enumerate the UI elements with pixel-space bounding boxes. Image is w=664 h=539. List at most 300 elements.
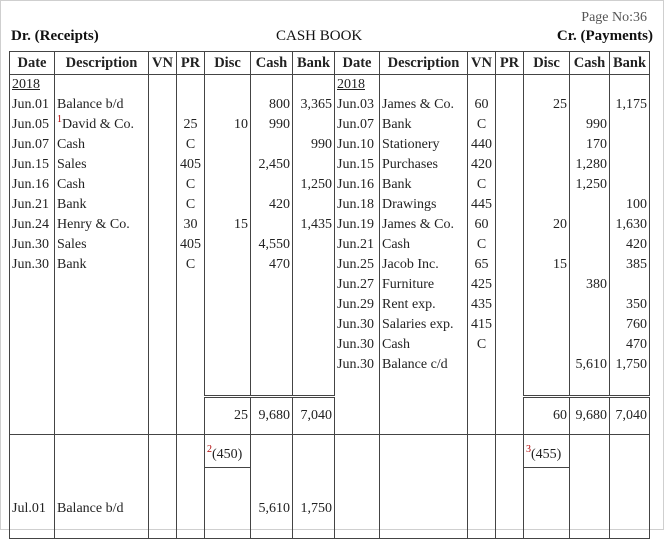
empty-cell [335, 375, 380, 397]
receipt-bank: 1,435 [293, 215, 335, 235]
bottom-row [10, 520, 650, 539]
payment-bank [610, 275, 650, 295]
empty-cell [570, 443, 610, 468]
receipt-description [55, 335, 149, 355]
payment-date: Jun.18 [335, 195, 380, 215]
total-right-disc: 60 [524, 397, 570, 435]
empty-cell [251, 520, 293, 539]
page-number: Page No:36 [581, 10, 647, 25]
receipt-pr [177, 355, 205, 375]
empty-cell [205, 75, 251, 96]
empty-cell [610, 443, 650, 468]
receipt-date [10, 355, 55, 375]
payment-pr [496, 215, 524, 235]
discount-note-right: $^3$(455) [524, 443, 570, 468]
receipt-description: Henry & Co. [55, 215, 149, 235]
payment-bank: 1,175 [610, 95, 650, 115]
receipt-description [55, 315, 149, 335]
payment-vn: C [468, 235, 496, 255]
payment-date: Jun.16 [335, 175, 380, 195]
receipt-cash: 4,550 [251, 235, 293, 255]
receipt-bank: 3,365 [293, 95, 335, 115]
empty-cell [496, 375, 524, 397]
payment-description: Bank [380, 115, 468, 135]
table-row [10, 215, 650, 235]
payment-bank [610, 175, 650, 195]
receipt-bank [293, 355, 335, 375]
payment-bank [610, 115, 650, 135]
empty-cell [205, 520, 251, 539]
payment-disc: 25 [524, 95, 570, 115]
empty-cell [177, 435, 205, 444]
empty-cell [293, 75, 335, 96]
payment-description: Purchases [380, 155, 468, 175]
empty-cell [496, 443, 524, 468]
receipt-disc [205, 335, 251, 355]
receipt-description: Bank [55, 195, 149, 215]
receipt-cash [251, 295, 293, 315]
empty-cell [293, 520, 335, 539]
payment-vn: 60 [468, 215, 496, 235]
payment-pr [496, 335, 524, 355]
footnote-marker: 2 [207, 444, 212, 455]
empty-cell [293, 375, 335, 397]
payment-description: Cash [380, 335, 468, 355]
payment-cash [570, 195, 610, 215]
closing-bank: 1,750 [293, 498, 335, 520]
receipt-date [10, 295, 55, 315]
empty-cell [205, 375, 251, 397]
empty-cell [380, 443, 468, 468]
payment-disc [524, 295, 570, 315]
payment-vn: C [468, 175, 496, 195]
table-row [10, 135, 650, 155]
empty-cell [380, 435, 468, 444]
payment-bank: 470 [610, 335, 650, 355]
payment-description: Bank [380, 175, 468, 195]
receipt-vn [149, 335, 177, 355]
payment-date: Jun.27 [335, 275, 380, 295]
empty-cell [55, 397, 149, 435]
payment-cash [570, 215, 610, 235]
payment-date: Jun.03 [335, 95, 380, 115]
cash-book-table [9, 51, 650, 539]
table-row [10, 175, 650, 195]
receipt-pr: 405 [177, 235, 205, 255]
empty-cell [10, 375, 55, 397]
payment-date: Jun.15 [335, 155, 380, 175]
empty-cell [335, 397, 380, 435]
payment-description: Stationery [380, 135, 468, 155]
empty-cell [251, 435, 293, 444]
empty-cell [149, 375, 177, 397]
receipt-cash: 800 [251, 95, 293, 115]
empty-cell [468, 435, 496, 444]
receipt-bank [293, 195, 335, 215]
empty-cell [55, 75, 149, 96]
payment-pr [496, 115, 524, 135]
receipt-bank: 990 [293, 135, 335, 155]
empty-cell [251, 443, 293, 468]
payment-disc [524, 235, 570, 255]
receipt-disc [205, 295, 251, 315]
receipt-date [10, 335, 55, 355]
receipt-cash [251, 335, 293, 355]
empty-cell [380, 397, 468, 435]
receipt-vn [149, 215, 177, 235]
year-label: 2018 [335, 75, 380, 96]
empty-cell [177, 468, 205, 499]
receipt-disc [205, 175, 251, 195]
payment-cash: 5,610 [570, 355, 610, 375]
receipt-disc [205, 155, 251, 175]
payment-disc [524, 315, 570, 335]
payment-pr [496, 155, 524, 175]
payment-description: Rent exp. [380, 295, 468, 315]
payment-pr [496, 315, 524, 335]
column-header-vn: VN [149, 52, 177, 75]
empty-cell [10, 397, 55, 435]
column-header-date: Date [335, 52, 380, 75]
payment-date: Jun.19 [335, 215, 380, 235]
receipt-date [10, 275, 55, 295]
receipt-vn [149, 315, 177, 335]
receipt-pr: 30 [177, 215, 205, 235]
receipt-cash: 2,450 [251, 155, 293, 175]
receipt-bank [293, 335, 335, 355]
payment-description: Cash [380, 235, 468, 255]
year-row [10, 75, 650, 96]
page-title: CASH BOOK [276, 28, 363, 44]
payment-disc [524, 175, 570, 195]
empty-cell [570, 435, 610, 444]
receipt-cash [251, 175, 293, 195]
receipt-disc [205, 355, 251, 375]
empty-cell [610, 375, 650, 397]
empty-cell [335, 498, 380, 520]
receipt-pr: 405 [177, 155, 205, 175]
column-header-cash: Cash [570, 52, 610, 75]
receipt-pr [177, 315, 205, 335]
empty-cell [251, 468, 293, 499]
receipt-cash [251, 215, 293, 235]
receipt-pr: C [177, 255, 205, 275]
empty-cell [468, 75, 496, 96]
payment-bank: 350 [610, 295, 650, 315]
empty-cell [55, 468, 149, 499]
empty-cell [468, 498, 496, 520]
empty-cell [570, 520, 610, 539]
receipt-vn [149, 155, 177, 175]
empty-cell [177, 443, 205, 468]
column-header-cash: Cash [251, 52, 293, 75]
receipt-description: Sales [55, 155, 149, 175]
payment-pr [496, 275, 524, 295]
receipt-pr [177, 335, 205, 355]
receipt-bank [293, 235, 335, 255]
empty-cell [524, 468, 570, 499]
column-header-description: Description [55, 52, 149, 75]
payment-date: Jun.30 [335, 315, 380, 335]
empty-cell [524, 375, 570, 397]
empty-cell [251, 75, 293, 96]
receipt-date: Jun.15 [10, 155, 55, 175]
table-row [10, 155, 650, 175]
receipt-description: Cash [55, 175, 149, 195]
receipt-date: Jun.01 [10, 95, 55, 115]
receipt-disc [205, 195, 251, 215]
receipt-pr: 25 [177, 115, 205, 135]
payment-cash [570, 315, 610, 335]
receipt-pr [177, 275, 205, 295]
payment-vn: 65 [468, 255, 496, 275]
receipt-description: Sales [55, 235, 149, 255]
payment-disc [524, 355, 570, 375]
receipt-bank: 1,250 [293, 175, 335, 195]
payment-cash: 990 [570, 115, 610, 135]
column-header-pr: PR [496, 52, 524, 75]
receipt-disc [205, 255, 251, 275]
table-row [10, 235, 650, 255]
payment-disc [524, 335, 570, 355]
spacer-row [10, 435, 650, 444]
empty-cell [10, 468, 55, 499]
empty-cell [149, 468, 177, 499]
empty-cell [177, 397, 205, 435]
payment-description: James & Co. [380, 215, 468, 235]
empty-cell [610, 435, 650, 444]
receipt-vn [149, 295, 177, 315]
payment-disc: 20 [524, 215, 570, 235]
empty-cell [10, 443, 55, 468]
payment-pr [496, 95, 524, 115]
empty-cell [205, 498, 251, 520]
footnote-marker: 1 [57, 115, 62, 125]
payment-cash [570, 95, 610, 115]
payment-bank [610, 135, 650, 155]
empty-cell [149, 498, 177, 520]
total-left-disc: 25 [205, 397, 251, 435]
empty-cell [610, 520, 650, 539]
empty-cell [380, 75, 468, 96]
total-right-cash: 9,680 [570, 397, 610, 435]
empty-cell [380, 498, 468, 520]
empty-cell [10, 435, 55, 444]
empty-cell [149, 397, 177, 435]
column-header-disc: Disc [205, 52, 251, 75]
payment-date: Jun.21 [335, 235, 380, 255]
receipt-date: Jun.05 [10, 115, 55, 135]
payment-bank: 420 [610, 235, 650, 255]
payment-disc [524, 275, 570, 295]
payment-date: Jun.29 [335, 295, 380, 315]
receipt-date: Jun.21 [10, 195, 55, 215]
receipt-bank [293, 155, 335, 175]
receipt-disc [205, 135, 251, 155]
receipt-disc [205, 275, 251, 295]
table-row [10, 275, 650, 295]
receipt-bank [293, 255, 335, 275]
receipt-description: $^1$David & Co. [55, 115, 149, 135]
payment-pr [496, 175, 524, 195]
receipt-vn [149, 195, 177, 215]
payment-cash: 170 [570, 135, 610, 155]
empty-cell [468, 397, 496, 435]
empty-cell [380, 375, 468, 397]
payment-description: Balance c/d [380, 355, 468, 375]
payment-cash [570, 235, 610, 255]
empty-cell [524, 498, 570, 520]
payment-description: Drawings [380, 195, 468, 215]
table-row [10, 255, 650, 275]
empty-cell [205, 435, 251, 444]
totals-row [10, 397, 650, 435]
payment-bank: 760 [610, 315, 650, 335]
empty-cell [55, 520, 149, 539]
receipt-bank [293, 275, 335, 295]
empty-cell [55, 375, 149, 397]
payments-header: Cr. (Payments) [556, 28, 653, 44]
empty-cell [251, 375, 293, 397]
payment-description: Salaries exp. [380, 315, 468, 335]
empty-cell [177, 375, 205, 397]
payment-description: Furniture [380, 275, 468, 295]
receipt-pr: C [177, 135, 205, 155]
payment-pr [496, 195, 524, 215]
empty-cell [10, 520, 55, 539]
empty-cell [293, 443, 335, 468]
empty-cell [293, 468, 335, 499]
receipt-bank [293, 115, 335, 135]
closing-description: Balance b/d [55, 498, 149, 520]
receipt-vn [149, 355, 177, 375]
receipt-description: Cash [55, 135, 149, 155]
column-header-bank: Bank [293, 52, 335, 75]
empty-cell [380, 520, 468, 539]
receipt-cash [251, 275, 293, 295]
column-header-vn: VN [468, 52, 496, 75]
payment-pr [496, 235, 524, 255]
empty-cell [524, 520, 570, 539]
table-row [10, 355, 650, 375]
payment-date: Jun.25 [335, 255, 380, 275]
table-row [10, 195, 650, 215]
discount-note-left: $^2$(450) [205, 443, 251, 468]
receipt-disc [205, 95, 251, 115]
receipt-description: Balance b/d [55, 95, 149, 115]
empty-cell [55, 443, 149, 468]
payment-cash: 380 [570, 275, 610, 295]
receipt-description [55, 295, 149, 315]
payment-date: Jun.30 [335, 335, 380, 355]
empty-cell [335, 468, 380, 499]
empty-cell [496, 468, 524, 499]
empty-cell [335, 520, 380, 539]
payment-disc: 15 [524, 255, 570, 275]
receipt-date: Jun.30 [10, 235, 55, 255]
payment-bank [610, 155, 650, 175]
payment-cash [570, 295, 610, 315]
receipt-bank [293, 295, 335, 315]
empty-cell [610, 468, 650, 499]
receipt-disc [205, 235, 251, 255]
payment-cash [570, 255, 610, 275]
empty-cell [524, 75, 570, 96]
payment-cash: 1,250 [570, 175, 610, 195]
column-header-row [10, 52, 650, 75]
payment-vn: 420 [468, 155, 496, 175]
empty-cell [496, 498, 524, 520]
receipt-vn [149, 275, 177, 295]
receipt-pr: C [177, 195, 205, 215]
column-header-disc: Disc [524, 52, 570, 75]
total-left-cash: 9,680 [251, 397, 293, 435]
receipt-pr [177, 95, 205, 115]
payment-vn: 445 [468, 195, 496, 215]
column-header-date: Date [10, 52, 55, 75]
payment-disc [524, 135, 570, 155]
payment-description: Jacob Inc. [380, 255, 468, 275]
payment-pr [496, 295, 524, 315]
payment-bank: 100 [610, 195, 650, 215]
table-row [10, 95, 650, 115]
payment-disc [524, 115, 570, 135]
empty-cell [149, 443, 177, 468]
payment-disc [524, 155, 570, 175]
payment-vn: C [468, 335, 496, 355]
receipt-cash [251, 135, 293, 155]
empty-cell [149, 520, 177, 539]
empty-cell [610, 498, 650, 520]
empty-cell [55, 435, 149, 444]
payment-vn: 415 [468, 315, 496, 335]
receipt-cash: 470 [251, 255, 293, 275]
empty-cell [496, 75, 524, 96]
payment-cash [570, 335, 610, 355]
empty-cell [468, 520, 496, 539]
receipt-vn [149, 135, 177, 155]
empty-cell [610, 75, 650, 96]
receipt-cash [251, 355, 293, 375]
receipt-disc [205, 315, 251, 335]
table-row [10, 115, 650, 135]
empty-cell [468, 443, 496, 468]
empty-cell [177, 498, 205, 520]
empty-cell [335, 435, 380, 444]
empty-cell [177, 75, 205, 96]
payment-bank: 1,750 [610, 355, 650, 375]
payment-description: James & Co. [380, 95, 468, 115]
receipt-date: Jun.16 [10, 175, 55, 195]
total-right-bank: 7,040 [610, 397, 650, 435]
payment-vn: 435 [468, 295, 496, 315]
spacer-row [10, 375, 650, 397]
empty-cell [570, 468, 610, 499]
empty-cell [293, 435, 335, 444]
column-header-bank: Bank [610, 52, 650, 75]
receipt-cash: 420 [251, 195, 293, 215]
payment-date: Jun.30 [335, 355, 380, 375]
year-label: 2018 [10, 75, 55, 96]
payment-date: Jun.10 [335, 135, 380, 155]
empty-cell [468, 468, 496, 499]
empty-cell [177, 520, 205, 539]
payment-vn: C [468, 115, 496, 135]
payment-pr [496, 355, 524, 375]
receipt-bank [293, 315, 335, 335]
empty-cell [524, 435, 570, 444]
receipt-disc: 10 [205, 115, 251, 135]
